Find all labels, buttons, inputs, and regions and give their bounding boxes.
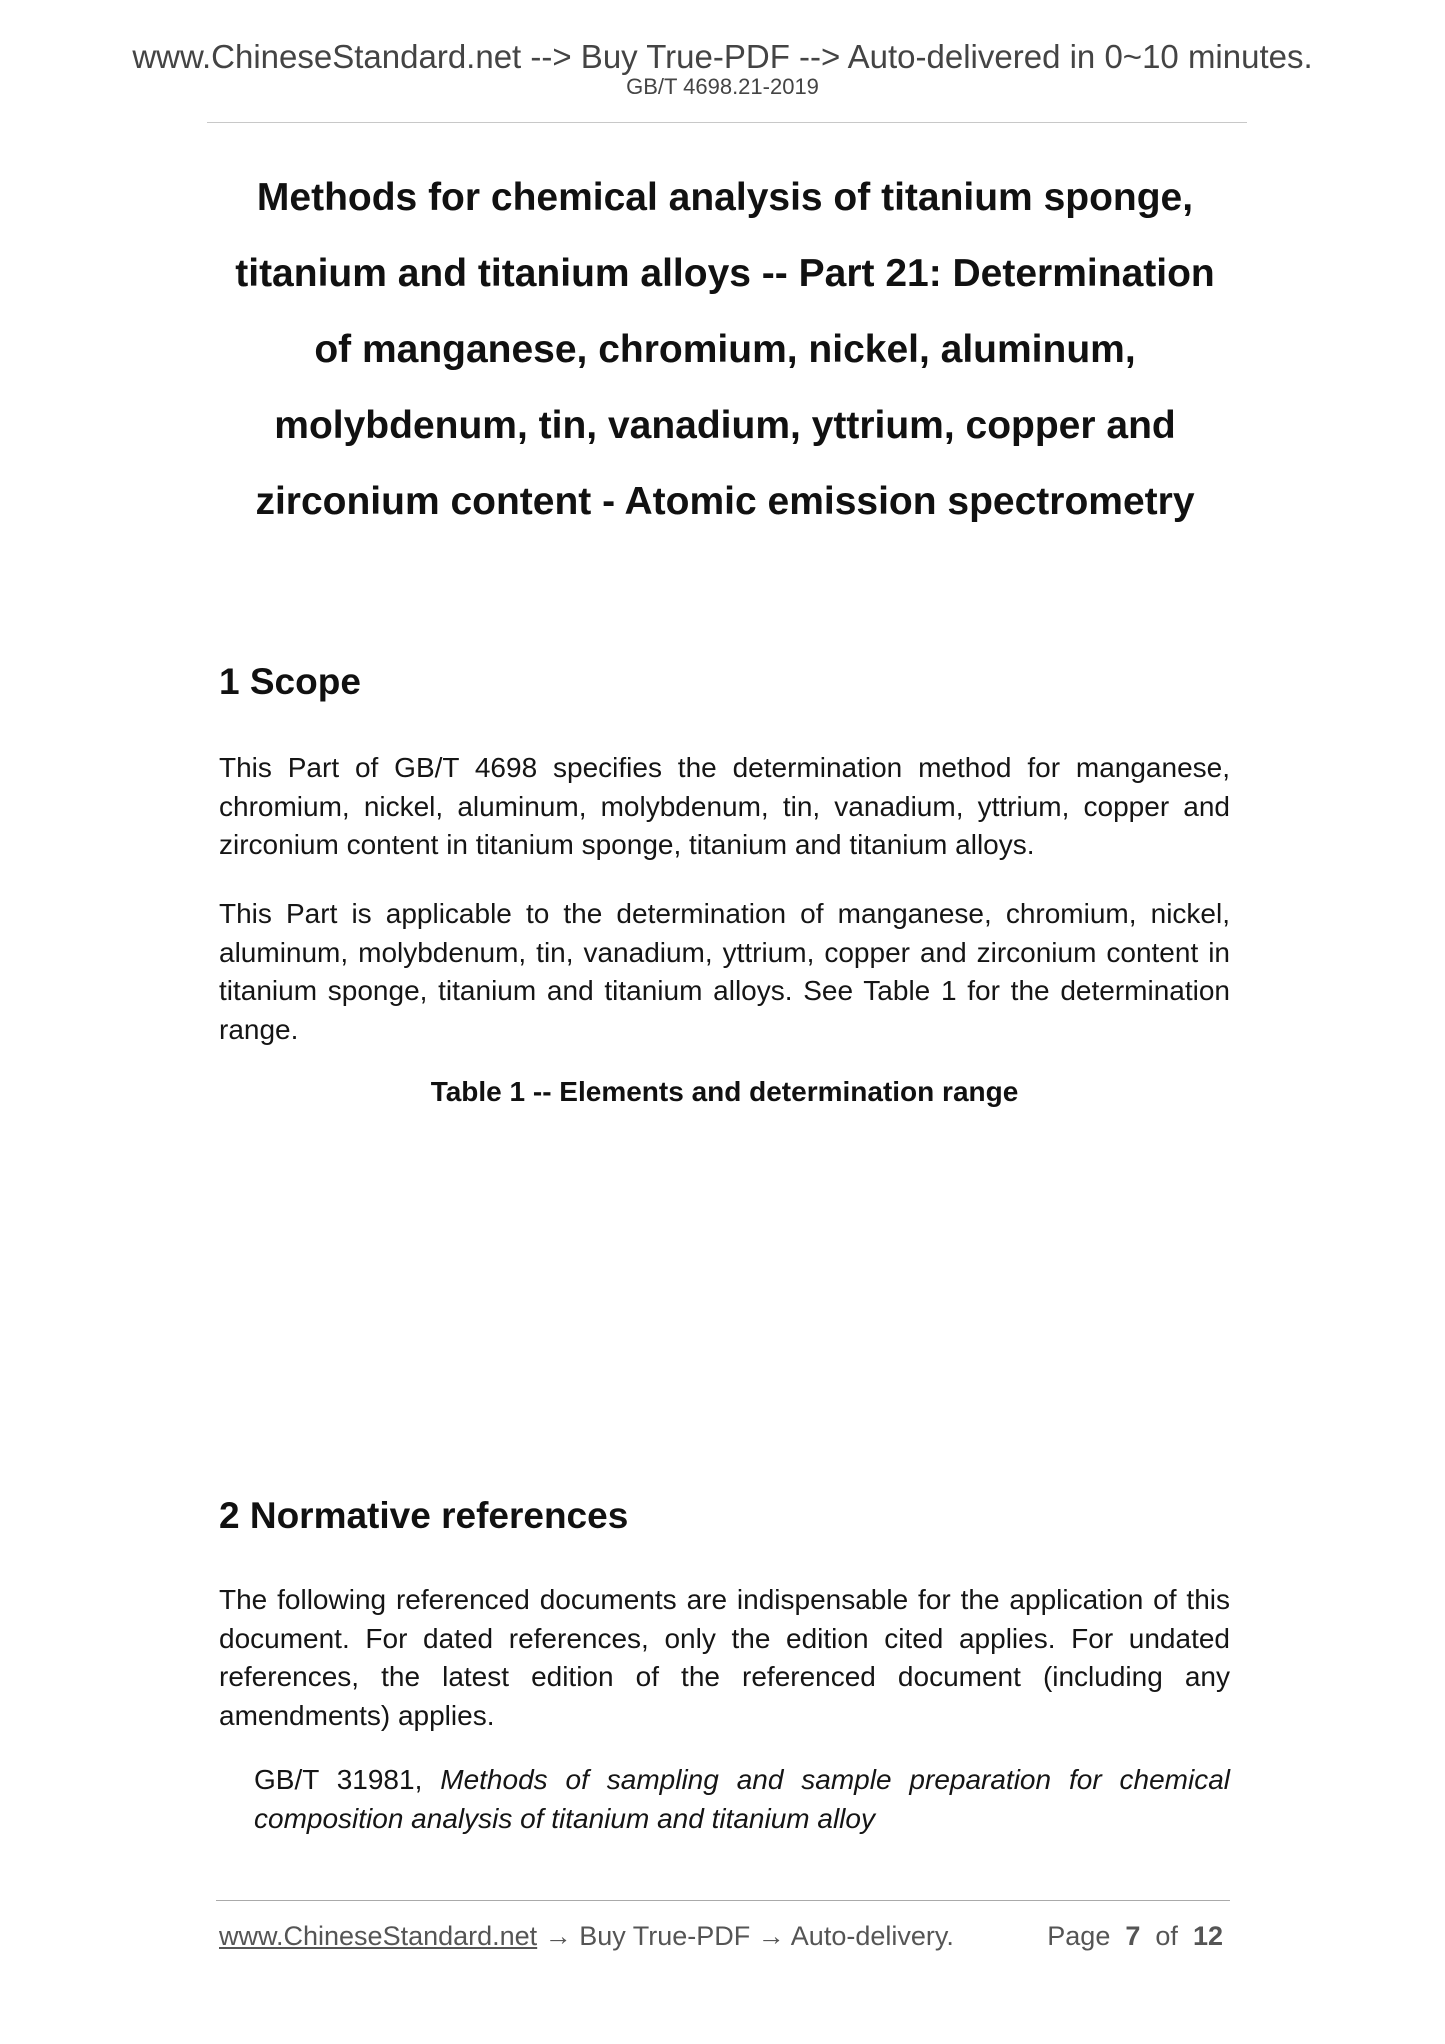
title-line: zirconium content - Atomic emission spectrometry bbox=[255, 480, 1195, 523]
of-label: of bbox=[1155, 1921, 1178, 1951]
footer-divider bbox=[216, 1900, 1230, 1901]
section-heading-scope: 1 Scope bbox=[219, 661, 361, 702]
title-line: titanium and titanium alloys -- Part 21: Determination bbox=[235, 252, 1215, 295]
page-number: 7 bbox=[1125, 1921, 1141, 1951]
document-title bbox=[210, 160, 1240, 540]
page-label: Page bbox=[1047, 1921, 1111, 1951]
page-total: 12 bbox=[1192, 1921, 1223, 1951]
page-indicator bbox=[1047, 1920, 1223, 1952]
standard-code: GB/T 4698.21-2019 bbox=[626, 74, 819, 99]
title-line: Methods for chemical analysis of titanium sponge, bbox=[256, 176, 1194, 219]
scope-paragraph-1: This Part of GB/T 4698 specifies the determination method for manganese, chromium, nickel, aluminum, molybdenum, tin, vanadium, yttrium, copper and zirconium content in titanium sponge, titanium and titanium alloys. bbox=[219, 752, 1230, 860]
arrow-right-icon: → bbox=[544, 1921, 572, 1951]
arrow-right-icon: → bbox=[757, 1921, 785, 1951]
reference-code: GB/T 31981, bbox=[254, 1764, 423, 1795]
header-banner: www.ChineseStandard.net --> Buy True-PDF --> Auto-delivered in 0~10 minutes. bbox=[132, 38, 1313, 75]
footer-buy-text: Buy True-PDF bbox=[579, 1921, 751, 1951]
title-line: molybdenum, tin, vanadium, yttrium, copper and bbox=[274, 404, 1176, 447]
footer-site-link[interactable]: www.ChineseStandard.net bbox=[219, 1921, 538, 1951]
reference-title: Methods of sampling and sample preparation for chemical composition analysis of titanium and titanium alloy bbox=[254, 1764, 1230, 1834]
reference-item bbox=[254, 1761, 1230, 1838]
normative-references-paragraph: The following referenced documents are indispensable for the application of this document. For dated references, only the edition cited applies. For undated references, the latest edition of the referenced document (including any amendments) applies. bbox=[219, 1584, 1230, 1731]
title-line: of manganese, chromium, nickel, aluminum, bbox=[314, 328, 1136, 371]
scope-paragraph-2: This Part is applicable to the determination of manganese, chromium, nickel, aluminum, molybdenum, tin, vanadium, yttrium, copper and zirconium content in titanium sponge, titanium and titanium alloys. See Table 1 for the determination range. bbox=[219, 898, 1230, 1045]
header-divider bbox=[207, 122, 1247, 123]
footer-links bbox=[219, 1920, 954, 1952]
section-heading-normative-references: 2 Normative references bbox=[219, 1495, 629, 1536]
table-caption: Table 1 -- Elements and determination range bbox=[430, 1076, 1019, 1107]
footer-delivery-text: Auto-delivery. bbox=[790, 1921, 954, 1951]
